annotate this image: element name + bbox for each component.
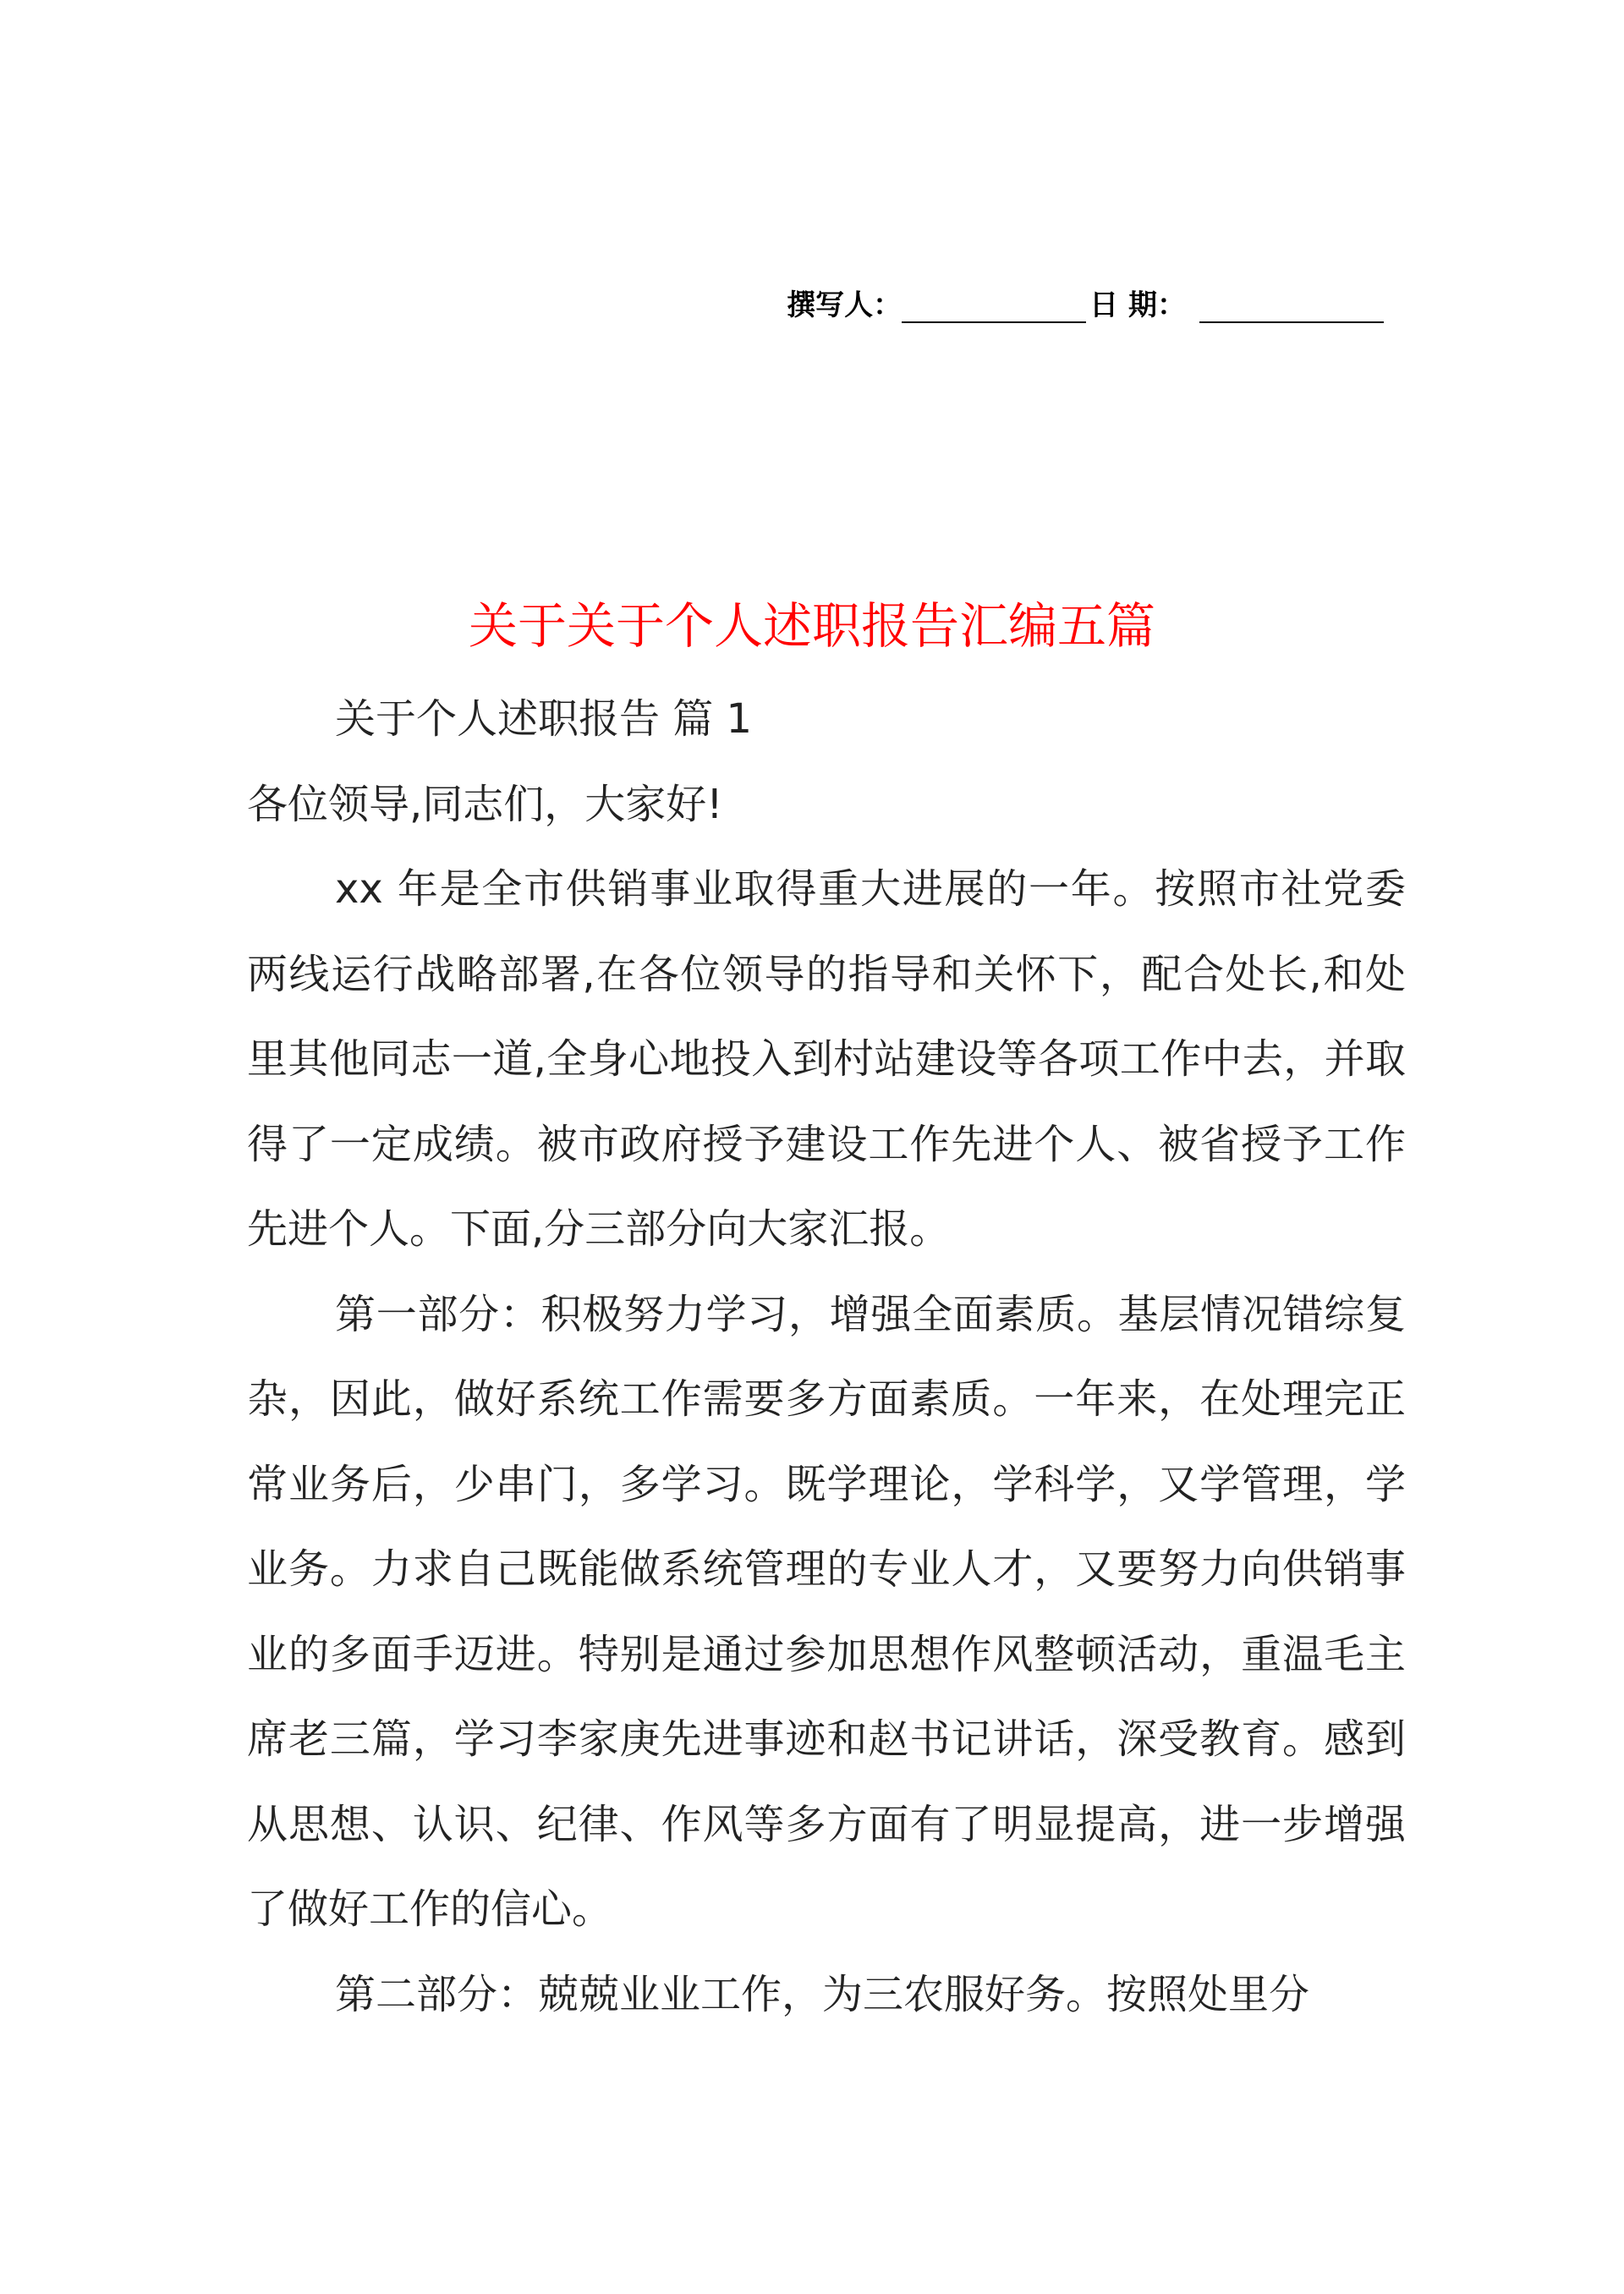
body-paragraph-1: xx 年是全市供销事业取得重大进展的一年。按照市社党委两线运行战略部署,在各位领导的指导和关怀下，配合处长,和处里其他同志一道,全身心地投入到村站建设等各项工作中去，并取得了一定成绩。被市政府授予建设工作先进个人、被省授予工作先进个人。下面,分三部分向大家汇报。: [247, 865, 1406, 1253]
date-label: 日 期：: [1089, 288, 1186, 322]
author-blank-line: [902, 288, 1086, 323]
body-paragraph-2: 第一部分：积极努力学习，增强全面素质。基层情况错综复杂，因此，做好系统工作需要多方面素质。一年来，在处理完正常业务后，少串门，多学习。既学理论，学科学，又学管理，学业务。力求自己既能做系统管理的专业人才，又要努力向供销事业的多面手迈进。特别是通过参加思想作风整顿活动，重温毛主席老三篇，学习李家庚先进事迹和赵书记讲话，深受教育。感到从思想、认识、纪律、作风等多方面有了明显提高，进一步增强了做好工作的信心。: [247, 1290, 1406, 1933]
author-label: 撰写人：: [787, 288, 903, 322]
date-blank-line: [1199, 288, 1384, 323]
author-date-line: [787, 279, 1387, 323]
body-paragraph-3: 第二部分：兢兢业业工作，为三农服好务。按照处里分: [335, 1970, 1310, 2018]
section-heading: 关于个人述职报告 篇 1: [335, 695, 753, 743]
document-title: 关于关于个人述职报告汇编五篇: [468, 597, 1155, 655]
salutation: 各位领导,同志们，大家好!: [247, 780, 723, 828]
document-body: [247, 677, 1406, 2037]
